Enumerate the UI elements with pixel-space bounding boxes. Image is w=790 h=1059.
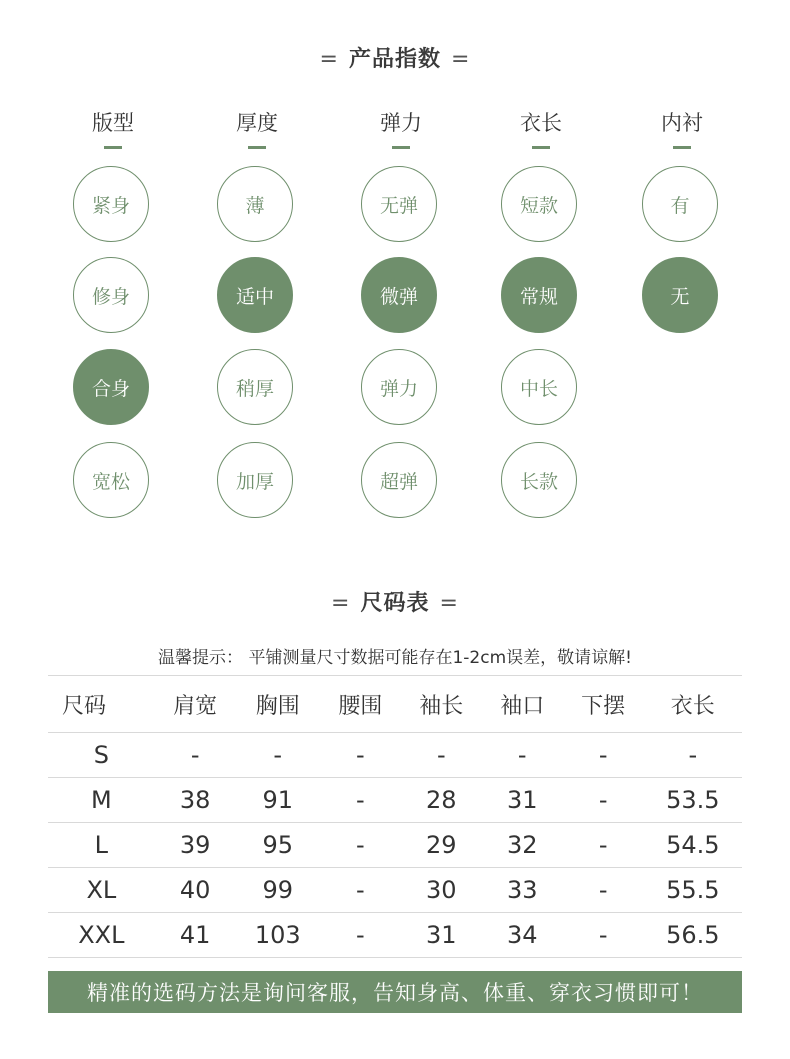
index-column: [73, 108, 153, 493]
index-option-selected: 无: [642, 257, 718, 333]
size-label-cell: L: [94, 831, 109, 859]
index-option: 修身: [73, 257, 149, 333]
size-table-body: [48, 733, 742, 958]
size-value-cell: 29: [426, 831, 457, 859]
header-underline: [532, 146, 550, 149]
index-option: 宽松: [73, 442, 149, 518]
header-length: 衣长: [670, 693, 715, 719]
size-advice-banner: 精准的选码方法是询问客服，告知身高、体重、穿衣习惯即可！: [48, 971, 742, 1013]
size-label-cell: XL: [86, 876, 117, 904]
size-value-cell: -: [598, 786, 608, 814]
index-option: 弹力: [361, 349, 437, 425]
header-cuff: 袖口: [500, 693, 545, 719]
size-table-header-row: [48, 676, 742, 733]
index-option: 短款: [501, 166, 577, 242]
size-row: [48, 733, 742, 778]
size-row: [48, 778, 742, 823]
title-deco-right: =: [439, 591, 459, 616]
index-option-selected: 适中: [217, 257, 293, 333]
size-value-cell: 31: [426, 921, 457, 949]
size-value-cell: -: [356, 741, 365, 769]
header-underline: [104, 146, 122, 149]
header-size: 尺码: [62, 693, 107, 719]
index-option: 加厚: [217, 442, 293, 518]
index-option: 紧身: [73, 166, 149, 242]
product-index-title-text: 产品指数: [348, 47, 441, 72]
header-shoulder: 肩宽: [173, 693, 218, 719]
header-underline: [392, 146, 410, 149]
size-value-cell: -: [517, 741, 527, 769]
size-table: [48, 675, 742, 958]
index-column-header: 版型: [92, 111, 134, 135]
size-label-cell: XXL: [78, 921, 125, 949]
title-deco-left: =: [331, 591, 351, 616]
size-value-cell: 56.5: [666, 921, 720, 949]
size-label-cell: S: [93, 741, 109, 769]
size-value-cell: -: [598, 831, 608, 859]
size-value-cell: 53.5: [666, 786, 720, 814]
size-value-cell: 31: [506, 786, 538, 814]
size-value-cell: 95: [262, 831, 294, 859]
size-value-cell: 40: [179, 876, 211, 904]
size-value-cell: -: [436, 741, 446, 769]
index-column-header: 弹力: [380, 111, 422, 135]
index-column-header: 厚度: [236, 111, 278, 135]
header-chest: 胸围: [255, 693, 300, 719]
title-deco-left: =: [319, 47, 339, 72]
index-option: 长款: [501, 442, 577, 518]
index-option: 有: [642, 166, 718, 242]
size-value-cell: 55.5: [666, 876, 720, 904]
index-option: 稍厚: [217, 349, 293, 425]
size-value-cell: -: [356, 876, 365, 904]
header-sleeve-length: 袖长: [419, 693, 464, 719]
size-value-cell: -: [273, 741, 283, 769]
index-column: [642, 108, 722, 308]
size-row: [48, 913, 742, 958]
index-option-selected: 合身: [73, 349, 149, 425]
size-value-cell: -: [598, 741, 608, 769]
size-value-cell: 91: [262, 786, 294, 814]
header-underline: [248, 146, 266, 149]
size-value-cell: 34: [506, 921, 538, 949]
size-value-cell: 99: [262, 876, 294, 904]
size-row: [48, 868, 742, 913]
size-value-cell: 39: [179, 831, 211, 859]
index-option-selected: 微弹: [361, 257, 437, 333]
header-waist: 腰围: [338, 693, 383, 719]
size-value-cell: 33: [506, 876, 538, 904]
title-deco-right: =: [451, 47, 471, 72]
index-option: 薄: [217, 166, 293, 242]
size-value-cell: -: [190, 741, 200, 769]
size-value-cell: -: [356, 831, 365, 859]
index-option-selected: 常规: [501, 257, 577, 333]
product-index-title: [0, 42, 790, 73]
size-value-cell: 38: [179, 786, 211, 814]
index-column-header: 衣长: [520, 111, 562, 135]
size-value-cell: 54.5: [666, 831, 720, 859]
size-row: [48, 823, 742, 868]
size-value-cell: -: [598, 876, 608, 904]
index-column-header: 内衬: [661, 111, 703, 135]
index-option: 中长: [501, 349, 577, 425]
header-hem: 下摆: [581, 693, 626, 719]
size-chart-title: [0, 586, 790, 617]
index-column: [361, 108, 441, 493]
size-value-cell: 28: [426, 786, 457, 814]
size-label-cell: M: [90, 786, 112, 814]
measurement-tip: 温馨提示： 平铺测量尺寸数据可能存在1-2cm误差，敬请谅解!: [158, 648, 632, 668]
index-column: [217, 108, 297, 493]
size-value-cell: -: [356, 921, 365, 949]
size-chart-title-text: 尺码表: [360, 591, 430, 616]
size-value-cell: 103: [254, 921, 301, 949]
header-underline: [673, 146, 691, 149]
size-value-cell: -: [688, 741, 698, 769]
size-value-cell: 41: [179, 921, 211, 949]
index-option: 无弹: [361, 166, 437, 242]
size-value-cell: 32: [506, 831, 538, 859]
size-value-cell: -: [598, 921, 608, 949]
index-option: 超弹: [361, 442, 437, 518]
size-value-cell: -: [356, 786, 365, 814]
size-value-cell: 30: [426, 876, 457, 904]
index-column: [501, 108, 581, 493]
